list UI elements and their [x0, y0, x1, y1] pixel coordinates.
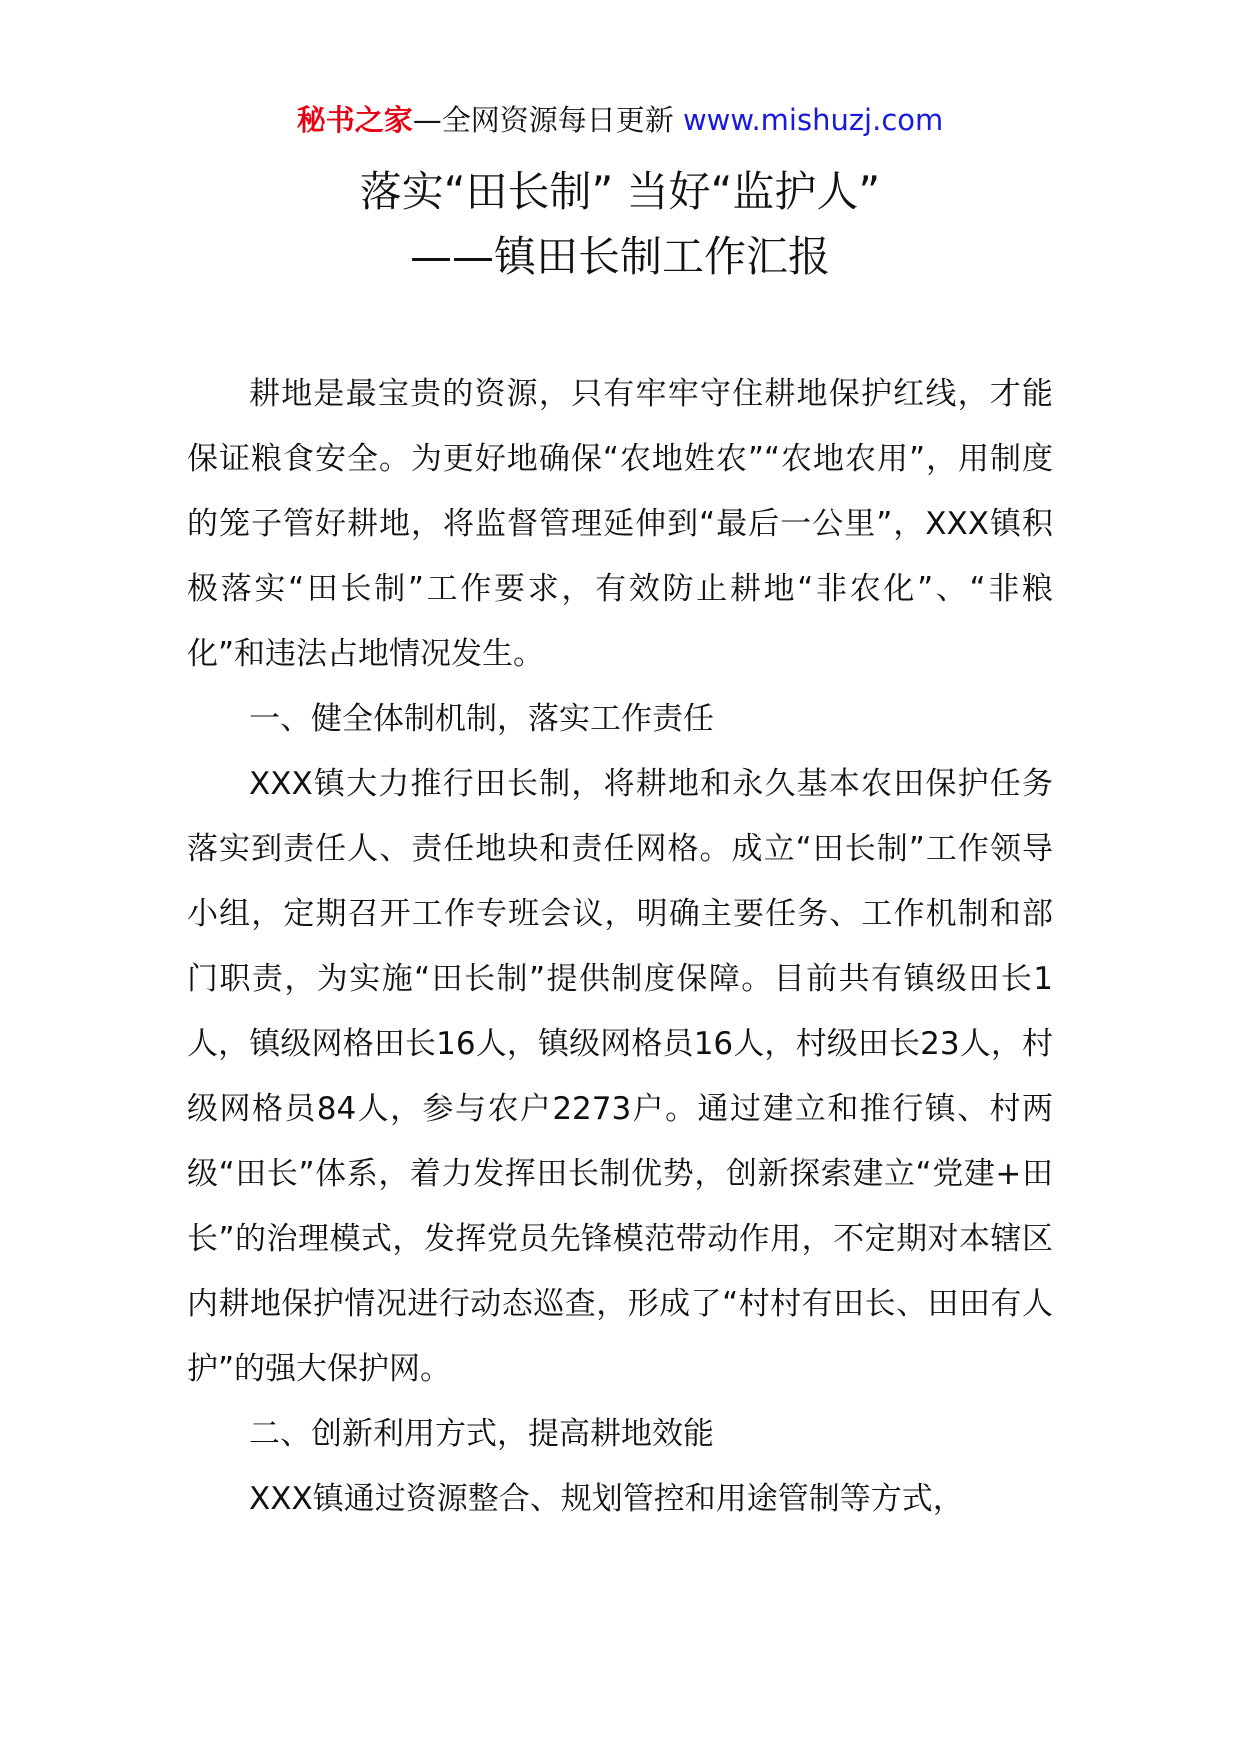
section-heading-2: 二、创新利用方式，提高耕地效能 — [249, 1416, 714, 1452]
section-paragraph-2: XXX镇通过资源整合、规划管控和用途管制等方式， — [249, 1481, 964, 1517]
document-body — [187, 362, 1053, 1532]
intro-paragraph: 耕地是最宝贵的资源，只有牢牢守住耕地保护红线，才能保证粮食安全。为更好地确保“农地姓农”“农地农用”，用制度的笼子管好耕地，将监督管理延伸到“最后一公里”，XXX镇积极落实“田长制”工作要求，有效防止耕地“非农化”、“非粮化”和违法占地情况发生。 — [187, 376, 1053, 672]
section-paragraph-1: XXX镇大力推行田长制，将耕地和永久基本农田保护任务落实到责任人、责任地块和责任网格。成立“田长制”工作领导小组，定期召开工作专班会议，明确主要任务、工作机制和部门职责，为实施“田长制”提供制度保障。目前共有镇级田长1人，镇级网格田长16人，镇级网格员16人，村级田长23人，村级网格员84人，参与农户2273户。通过建立和推行镇、村两级“田长”体系，着力发挥田长制优势，创新探索建立“党建+田长”的治理模式，发挥党员先锋模范带动作用，不定期对本辖区内耕地保护情况进行动态巡查，形成了“村村有田长、田田有人护”的强大保护网。 — [187, 766, 1053, 1387]
section-heading-1: 一、健全体制机制，落实工作责任 — [249, 701, 714, 737]
site-tagline: —全网资源每日更新 — [412, 103, 683, 137]
site-brand: 秘书之家 — [296, 103, 413, 137]
document-title: 落实“田长制” 当好“监护人” — [359, 167, 881, 216]
site-url-link[interactable]: www.mishuzj.com — [682, 103, 944, 137]
document-subtitle: ——镇田长制工作汇报 — [409, 232, 830, 281]
site-header — [0, 100, 1240, 140]
